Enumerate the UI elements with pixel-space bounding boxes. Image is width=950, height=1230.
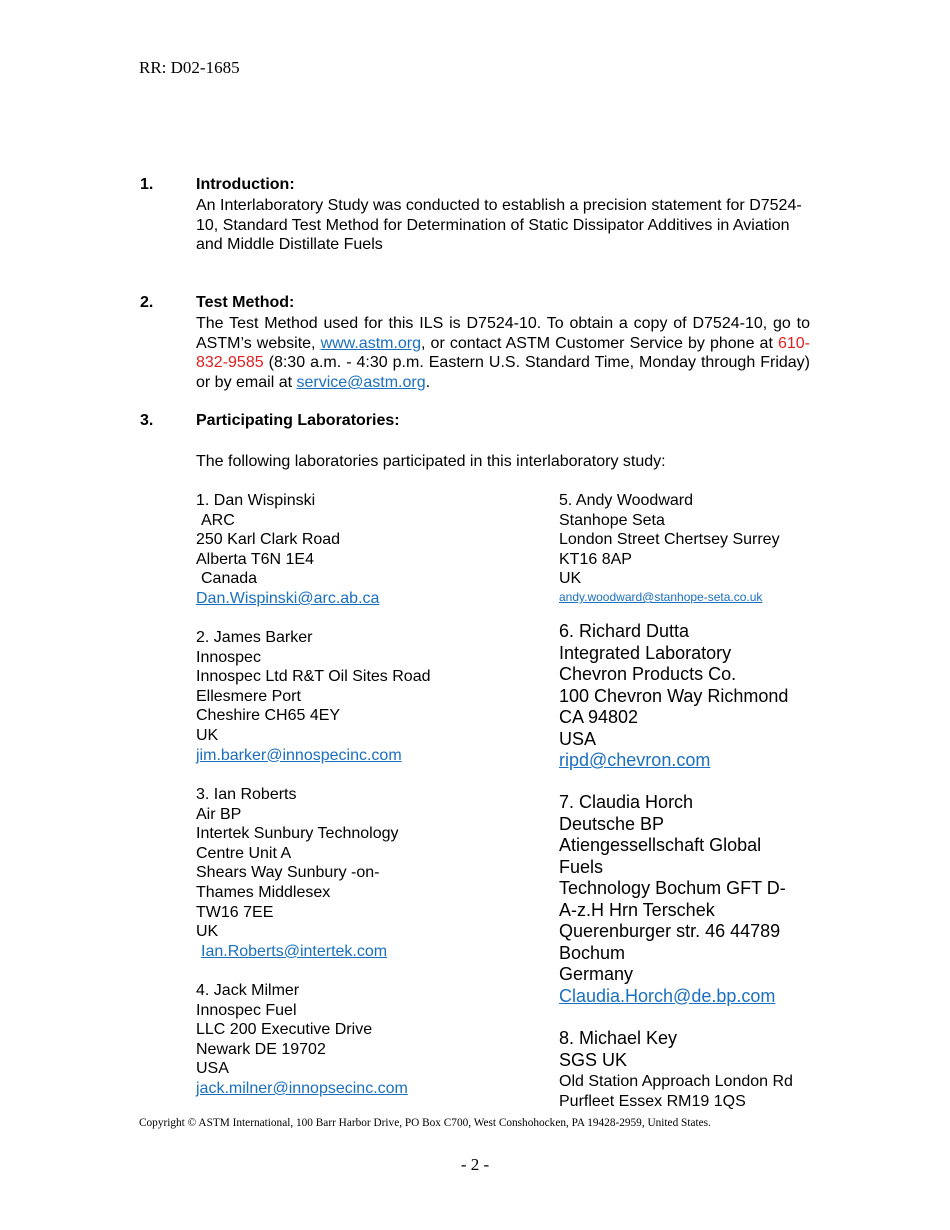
lab-3-country: UK	[196, 923, 219, 941]
service-email-link[interactable]: service@astm.org	[296, 374, 426, 392]
lab-4-org: Innospec Fuel	[196, 1001, 297, 1019]
lab-8-city: Purfleet Essex RM19 1QS	[559, 1092, 746, 1110]
lab-entry-4	[196, 981, 408, 1099]
lab-3-postcode: TW16 7EE	[196, 903, 274, 921]
lab-5-email-link[interactable]: andy.woodward@stanhope-seta.co.uk	[559, 589, 763, 604]
customer-service-phone: 610-832-9585	[196, 334, 811, 372]
lab-1-org: ARC	[201, 511, 235, 529]
lab-7-address-3: Querenburger str. 46 44789	[559, 921, 781, 941]
section-3-title: Participating Laboratories:	[196, 412, 400, 429]
lab-6-org: Integrated Laboratory	[559, 642, 732, 663]
lab-entry-1	[196, 491, 379, 609]
lab-3-address-4: Thames Middlesex	[196, 883, 331, 901]
astm-website-link[interactable]: www.astm.org	[320, 334, 422, 352]
lab-1-city: Alberta T6N 1E4	[196, 550, 314, 568]
section-3-number: 3.	[140, 412, 154, 429]
lab-4-city: Newark DE 19702	[196, 1040, 326, 1058]
lab-5-name: 5. Andy Woodward	[559, 492, 694, 509]
lab-3-address-2: Centre Unit A	[196, 844, 292, 862]
lab-entry-3	[196, 785, 399, 961]
lab-6-postcode: CA 94802	[559, 707, 639, 727]
section-2-text-1: The Test Method used for this ILS is D7524-10. To obtain a copy of D7524-10, go to ASTM’s website,	[196, 315, 810, 352]
lab-6-company: Chevron Products Co.	[559, 664, 737, 684]
lab-entry-5	[559, 491, 780, 605]
lab-entry-6	[559, 621, 788, 772]
copyright-footer: Copyright © ASTM International, 100 Barr Harbor Drive, PO Box C700, West Conshohocken, PA 19428-2959, United States.	[139, 1117, 711, 1129]
lab-7-address-1: Technology Bochum GFT D-	[559, 878, 786, 898]
lab-3-email-link[interactable]: Ian.Roberts@intertek.com	[201, 942, 388, 960]
lab-5-postcode: KT16 8AP	[559, 550, 632, 568]
lab-3-org: Air BP	[196, 805, 242, 823]
lab-8-org: SGS UK	[559, 1049, 628, 1070]
lab-2-email-link[interactable]: jim.barker@innospecinc.com	[196, 746, 402, 764]
lab-4-name: 4. Jack Milmer	[196, 982, 300, 999]
lab-3-address-1: Intertek Sunbury Technology	[196, 825, 399, 843]
lab-8-address: Old Station Approach London Rd	[559, 1073, 793, 1090]
lab-2-country: UK	[196, 726, 219, 744]
lab-7-org-3: Fuels	[559, 856, 604, 877]
lab-5-org: Stanhope Seta	[559, 511, 665, 529]
section-2-text-2: , or contact ASTM Customer Service by phone at	[421, 334, 778, 352]
section-2-text-3: (8:30 a.m. - 4:30 p.m. Eastern U.S. Standard Time, Monday through Friday) or by email at	[196, 354, 810, 392]
lab-entry-8	[559, 1028, 793, 1111]
lab-7-email-link[interactable]: Claudia.Horch@de.bp.com	[559, 985, 776, 1006]
lab-entry-2	[196, 628, 431, 765]
lab-1-country: Canada	[201, 570, 258, 588]
section-2-body	[196, 314, 810, 393]
page-number: - 2 -	[460, 1155, 490, 1174]
lab-6-name: 6. Richard Dutta	[559, 621, 690, 641]
lab-8-name: 8. Michael Key	[559, 1028, 678, 1048]
lab-4-country: USA	[196, 1060, 229, 1078]
lab-2-org: Innospec	[196, 648, 261, 666]
section-2-text-4: .	[425, 374, 431, 392]
lab-2-address: Innospec Ltd R&T Oil Sites Road	[196, 668, 431, 686]
lab-6-country: USA	[559, 728, 597, 749]
lab-7-address-2: A-z.H Hrn Terschek	[559, 899, 715, 920]
lab-6-address: 100 Chevron Way Richmond	[559, 685, 789, 706]
lab-3-name: 3. Ian Roberts	[196, 786, 297, 803]
lab-7-org-2: Atiengessellschaft Global	[559, 835, 762, 855]
lab-7-city: Bochum	[559, 942, 626, 963]
running-header: RR: D02-1685	[139, 58, 240, 77]
lab-4-email-link[interactable]: jack.milner@innopsecinc.com	[196, 1079, 408, 1097]
lab-1-address: 250 Karl Clark Road	[196, 531, 341, 549]
lab-5-country: UK	[559, 570, 582, 588]
lab-6-email-link[interactable]: ripd@chevron.com	[559, 750, 711, 770]
lab-4-address: LLC 200 Executive Drive	[196, 1021, 373, 1039]
lab-2-region: Cheshire CH65 4EY	[196, 707, 341, 725]
section-3-intro: The following laboratories participated in this interlaboratory study:	[196, 453, 666, 470]
lab-2-city: Ellesmere Port	[196, 687, 301, 705]
lab-5-address: London Street Chertsey Surrey	[559, 531, 780, 549]
lab-7-name: 7. Claudia Horch	[559, 792, 694, 812]
lab-2-name: 2. James Barker	[196, 629, 313, 646]
section-2-title: Test Method:	[196, 294, 295, 311]
section-1-number: 1.	[140, 176, 154, 193]
section-2-number: 2.	[140, 294, 154, 311]
lab-3-address-3: Shears Way Sunbury -on-	[196, 864, 380, 882]
lab-1-email-link[interactable]: Dan.Wispinski@arc.ab.ca	[196, 589, 380, 607]
lab-7-org: Deutsche BP	[559, 813, 665, 834]
section-1-body: An Interlaboratory Study was conducted to establish a precision statement for D7524-10, Standard Test Method for Determination of Static Dissipator Additives in Aviation and Middle Distillate Fuels	[196, 197, 802, 254]
lab-1-name: 1. Dan Wispinski	[196, 492, 316, 509]
lab-7-country: Germany	[559, 964, 634, 984]
section-1-title: Introduction:	[196, 176, 295, 193]
lab-entry-7	[559, 792, 786, 1007]
